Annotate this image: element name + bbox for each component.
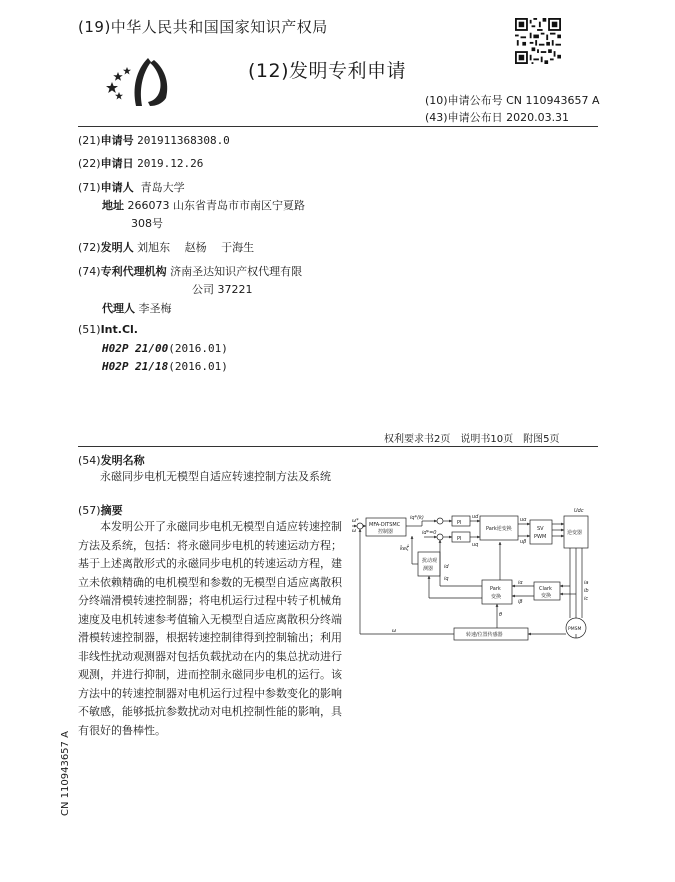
svpwm-block [530,520,552,544]
side-publication-number: CN 110943657 A [60,731,71,816]
encoder-label: 转速/位置传感器 [466,632,503,638]
pi-label: PI [457,536,462,542]
title-heading: (54)发明名称 [78,454,145,467]
ud-label: ud [472,514,479,520]
theta-label: θ [499,612,503,618]
invention-title: 永磁同步电机无模型自适应转速控制方法及系统 [100,470,331,483]
abstract-heading: (57)摘要 [78,504,123,517]
observer-label-1: 扰动观 [422,558,438,564]
uq-label: uq [472,542,479,548]
application-date-field: (22)申请日 2019.12.26 [78,157,204,170]
estimate-label: k̂eζ̂ [400,546,409,552]
ipc-entry: H02P 21/00(2016.01) [102,342,228,355]
header-rule [78,126,598,127]
park-inverse-label: Park逆变换 [486,526,512,532]
agent-field: 代理人 李圣梅 [102,302,172,315]
document-type: (12)发明专利申请 [248,60,407,82]
ic-label: ic [584,596,589,602]
section-rule [78,446,598,447]
agency-line2: 公司 37221 [192,283,253,296]
park-block [482,580,512,604]
clark-label-1: Clark [539,586,552,592]
clark-label-2: 变换 [541,593,552,599]
svpwm-label-2: PWM [534,534,547,540]
intcl-field: (51)Int.Cl. [78,323,138,336]
inverter-label: 逆变器 [567,530,583,536]
speed-ref-label: ω* [352,518,359,524]
iq-label: iq [444,576,449,582]
pi-label: PI [457,520,462,526]
address-line2: 308号 [131,217,163,230]
udc-label: Udc [574,508,584,514]
svpwm-label-1: SV [537,526,544,532]
publication-number: (10)申请公布号 CN 110943657 A [425,94,600,107]
publication-date: (43)申请公布日 2020.03.31 [425,111,570,124]
qr-code [515,18,561,64]
ubeta-label: uβ [520,539,527,545]
applicant-field: (71)申请人 青岛大学 [78,181,185,194]
observer-block [418,552,440,576]
controller-label-2: 控制器 [378,529,394,535]
ia-label: ia [584,580,589,586]
iq-ref-label: iq*(k) [410,515,424,521]
control-block-diagram [352,506,612,660]
office-name: (19)中华人民共和国国家知识产权局 [78,18,328,36]
ibeta-label: iβ [518,599,523,605]
address-field: 地址 266073 山东省青岛市市南区宁夏路 [102,199,305,212]
application-number-field: (21)申请号 201911368308.0 [78,134,230,147]
abstract-text: 本发明公开了永磁同步电机无模型自适应转速控制方法及系统，包括：将永磁同步电机的转速运动方程；基于上述离散形式的永磁同步电机的转速运动方程，建立未依赖精确的电机模型和参数的无模型自适应离散积分终端滑模转速控制器；将电机运行过程中转子机械角速度及电机转速参考值输入无模型自适应离散积分终端滑模转速控制器，根据转速控制律得到控制输出；利用非线性扰动观测器对包括负载扰动在内的集总扰动进行观测，并进行抑制，进而控制永磁同步电机的运行。该方法中的转速控制器对电机运行过程中参数变化的影响不敏感，能够抵抗参数扰动对电机控制性能的影响，具有很好的鲁棒性。 [78,520,342,737]
id-ref-label: id*=0 [422,530,437,536]
park-label-1: Park [490,586,501,592]
cnipa-logo [104,54,174,110]
speed-label: ω [352,528,357,534]
ib-label: ib [584,588,589,594]
id-label: id [444,564,449,570]
page-counts: 权利要求书2页 说明书10页 附图5页 [384,434,560,445]
observer-label-2: 测器 [423,566,434,572]
park-label-2: 变换 [491,594,502,600]
controller-label-1: MFA-DITSMC [369,522,401,528]
ipc-entry: H02P 21/18(2016.01) [102,360,228,373]
agency-field: (74)专利代理机构 济南圣达知识产权代理有限 [78,265,303,278]
pmsm-label: PMSM [568,627,582,632]
ialpha-label: iα [518,580,523,586]
inventors-field: (72)发明人 刘旭东 赵杨 于海生 [78,241,255,254]
omega-feedback-label: ω [392,628,397,634]
ualpha-label: uα [520,517,527,523]
